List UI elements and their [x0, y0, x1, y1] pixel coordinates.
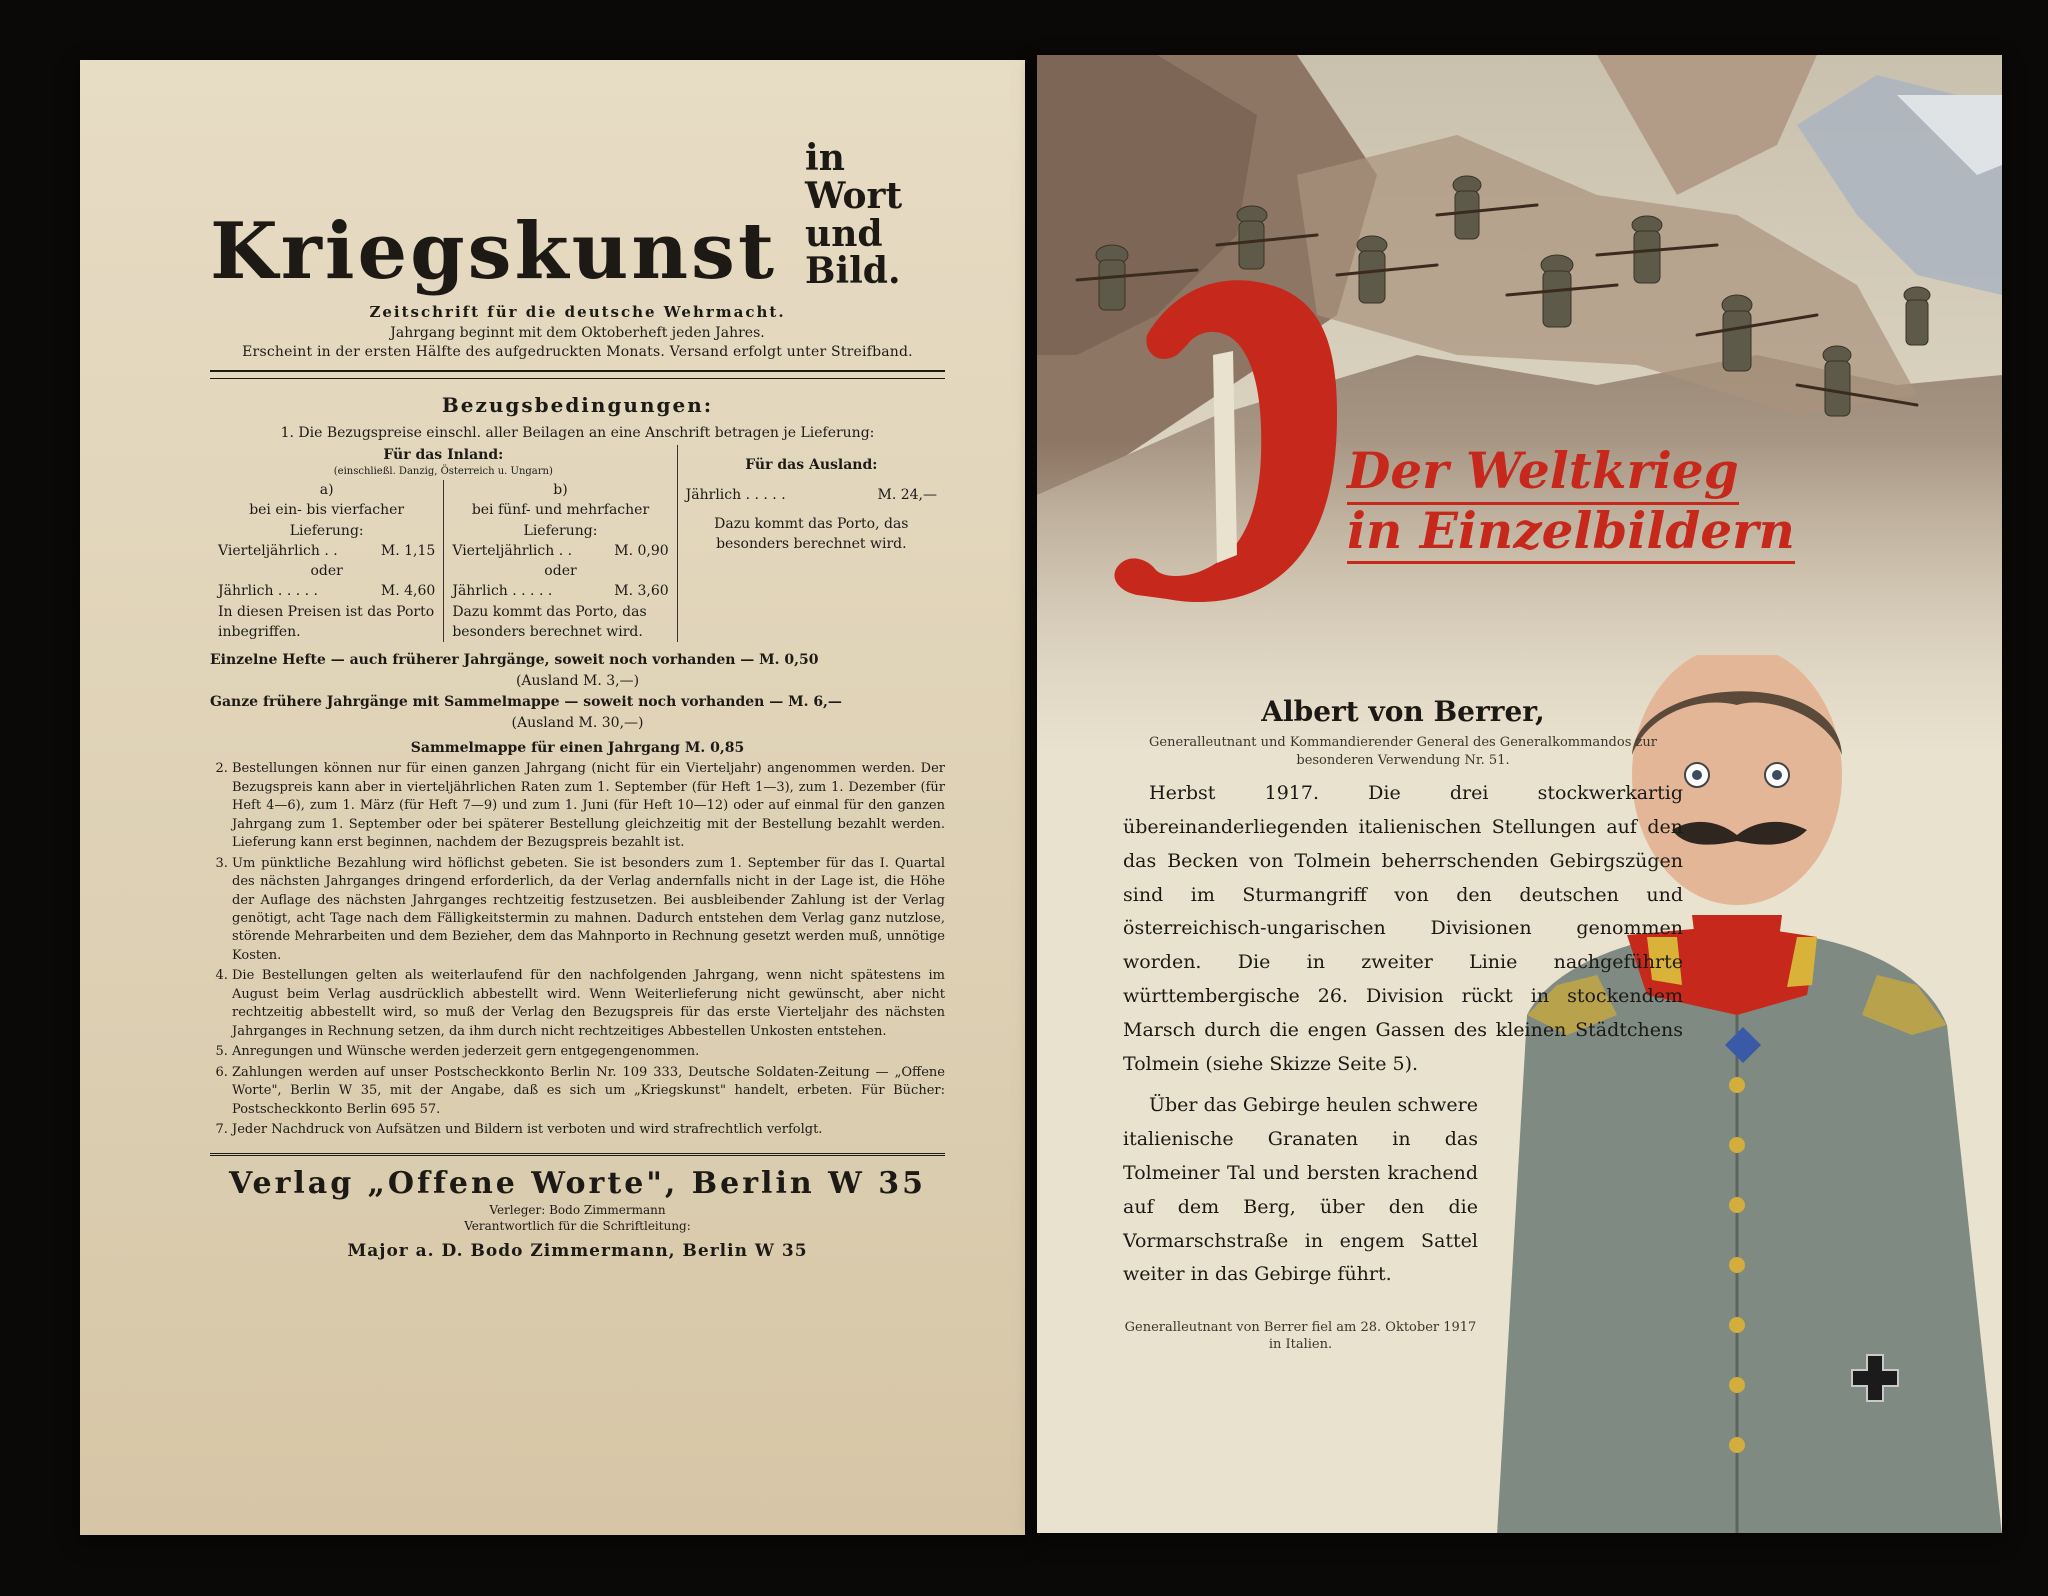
series-title [1347, 441, 1795, 564]
col-b-yearly-label: Jährlich . . . . . [452, 583, 553, 600]
extra-prices [210, 650, 945, 734]
col-a-line1: bei ein- bis vierfacher [249, 502, 405, 519]
price-col-a [210, 480, 443, 642]
masthead-title-small [805, 137, 945, 293]
publisher-block [210, 1153, 945, 1261]
inland-note: (einschließl. Danzig, Österreich u. Ungarn) [333, 466, 553, 478]
masthead-subtitle: Zeitschrift für die deutsche Wehrmacht. [369, 303, 786, 322]
col-b-quarterly-price: M. 0,90 [614, 542, 669, 559]
terms-rule: 7. Jeder Nachdruck von Aufsätzen und Bildern ist verboten und wird strafrechtlich verfolgt. [232, 1121, 945, 1139]
terms-intro: 1. Die Bezugspreise einschl. aller Beilagen an eine Anschrift betragen je Lieferung: [280, 425, 875, 442]
ausland-header: Für das Ausland: [745, 457, 878, 474]
terms-rule: 2. Bestellungen können nur für einen ganzen Jahrgang (nicht für ein Vierteljahr) angenommen werden. Der Bezugspreis kann aber in vierteljährlichen Raten zum 1. September (für Heft 1—3), zum 1. Dezember (für Heft 4—6), zum 1. März (für Heft 7—9) und zum 1. Juni (für Heft 10—12) oder auf einmal für den ganzen Jahrgang zum 1. September oder bei späterer Bestellung gleichzeitig mit der Bestellung bezahlt werden. Lieferung kann erst beginnen, nachdem der Bezugspreis bezahlt ist. [232, 760, 945, 852]
left-page [80, 60, 1025, 1535]
col-b-oder: oder [544, 563, 577, 580]
col-b-yearly-price: M. 3,60 [614, 583, 669, 600]
col-a-quarterly-row [218, 541, 435, 561]
col-a-yearly-label: Jährlich . . . . . [218, 583, 318, 600]
price-col-b [443, 480, 676, 642]
full-years-abroad: (Ausland M. 30,—) [511, 715, 644, 732]
col-b-line2: Lieferung: [523, 522, 598, 539]
col-a-oder: oder [310, 563, 343, 580]
battle-illustration [1037, 55, 2002, 755]
masthead-divider [210, 370, 945, 379]
single-issue-price: Einzelne Hefte — auch früherer Jahrgänge, soweit noch vorhanden — M. 0,50 [210, 652, 819, 669]
terms-rules [210, 760, 945, 1139]
ausland-yearly-price: M. 24,— [877, 487, 937, 504]
terms-rule: 6. Zahlungen werden auf unser Postscheckkonto Berlin Nr. 109 333, Deutsche Soldaten-Zeitung — „Offene Worte", Berlin W 35, mit der Angabe, daß es sich um „Kriegskunst" handelt, erbeten. Für Bücher: Postscheckkonto Berlin 695 57. [232, 1064, 945, 1119]
col-a-quarterly-price: M. 1,15 [380, 542, 436, 559]
article [1123, 695, 1683, 1354]
publisher-address: Major a. D. Bodo Zimmermann, Berlin W 35 [347, 1241, 808, 1262]
right-page [1037, 55, 2002, 1533]
col-a-line2: Lieferung: [289, 522, 364, 539]
article-paragraph-2: Über das Gebirge heulen schwere italienische Granaten in das Tolmeiner Tal und bersten krachend auf dem Berg, über den die Vormarschstraße in engem Sattel weiter in das Gebirge führt. [1123, 1094, 1478, 1286]
price-col-ausland [677, 445, 945, 642]
terms-heading: Bezugsbedingungen: [441, 393, 714, 418]
series-title-line1: Der Weltkrieg [1347, 445, 1739, 505]
masthead-line2: Erscheint in der ersten Hälfte des aufgedruckten Monats. Versand erfolgt unter Streifband. [242, 344, 913, 361]
article-rank: Generalleutnant und Kommandierender General des Generalkommandos zur besonderen Verwendung Nr. 51. [1149, 735, 1657, 768]
publisher-verleger: Verleger: Bodo Zimmermann [489, 1203, 666, 1218]
col-b-label: b) [553, 481, 568, 498]
col-a-quarterly-label: Vierteljährlich . . [218, 542, 338, 559]
col-b-yearly-row [452, 581, 668, 601]
masthead-small-line2: und Bild. [805, 212, 901, 293]
col-b-quarterly-row [452, 541, 668, 561]
publisher-name: Verlag „Offene Worte", Berlin W 35 [228, 1166, 926, 1202]
series-title-line2: in Einzelbildern [1347, 505, 1795, 565]
terms-rule: 5. Anregungen und Wünsche werden jederzeit gern entgegengenommen. [232, 1043, 945, 1061]
masthead-small-line1: in Wort [805, 137, 903, 217]
inland-header-cell [210, 445, 677, 480]
col-a-note: In diesen Preisen ist das Porto inbegriffen. [218, 603, 435, 641]
col-b-note: Dazu kommt das Porto, das besonders berechnet wird. [452, 603, 647, 641]
article-paragraph-1: Herbst 1917. Die drei stockwerkartig übereinanderliegenden italienischen Stellungen auf den das Becken von Tolmein beherrschenden Gebirgszügen sind im Sturmangriff von den deutschen und österreichisch-ungarischen Divisionen genommen worden. Die in zweiter Linie nachgeführte württembergische 26. Division rückt in stockendem Marsch durch die engen Gassen des kleinen Städtchens Tolmein (siehe Skizze Seite 5). [1123, 782, 1683, 1075]
masthead-line1: Jahrgang beginnt mit dem Oktoberheft jeden Jahres. [390, 325, 765, 342]
publisher-verantwortlich: Verantwortlich für die Schriftleitung: [464, 1219, 691, 1234]
col-b-quarterly-label: Vierteljährlich . . [452, 542, 573, 559]
ausland-yearly-label: Jährlich . . . . . [685, 487, 786, 504]
col-a-yearly-row [218, 581, 435, 601]
price-table [210, 445, 945, 642]
single-issue-abroad: (Ausland M. 3,—) [515, 673, 640, 690]
col-a-yearly-price: M. 4,60 [380, 583, 436, 600]
portrait-caption: Generalleutnant von Berrer fiel am 28. Oktober 1917 in Italien. [1124, 1320, 1477, 1353]
inland-header: Für das Inland: [383, 447, 504, 464]
terms-rule: 3. Um pünktliche Bezahlung wird höflichst gebeten. Sie ist besonders zum 1. September für das I. Quartal des nächsten Jahrganges dringend erforderlich, da der Verlag andernfalls nicht in der Lage ist, die Höhe der Auflage des nächsten Jahrganges rechtzeitig festzusetzen. Bei ausbleibender Zahlung ist der Verlag genötigt, acht Tage nach dem Fälligkeitstermin zu mahnen. Dadurch entstehen dem Verlag ganz nutzlose, störende Mehrarbeiten und dem Bezieher, dem das Mahnporto in Rechnung gesetzt werden muß, unnötige Kosten. [232, 855, 945, 966]
masthead [210, 137, 945, 298]
col-a-label: a) [319, 481, 334, 498]
terms-rule: 4. Die Bestellungen gelten als weiterlaufend für den nachfolgenden Jahrgang, wenn nicht spätestens im August beim Verlag ausdrücklich abbestellt wird. Wenn Weiterlieferung nicht gewünscht, aber nicht rechtzeitig abbestellt wird, so muß der Verlag den Bezugspreis für das erste Vierteljahr des nächsten Jahrganges in Rechnung setzen, da ihm durch nicht rechtzeitiges Abbestellen Unkosten entstehen. [232, 967, 945, 1041]
sammelmappe-price: Sammelmappe für einen Jahrgang M. 0,85 [410, 740, 745, 757]
ausland-yearly-row [686, 485, 937, 505]
full-years-price: Ganze frühere Jahrgänge mit Sammelmappe — soweit noch vorhanden — M. 6,— [210, 694, 842, 711]
article-name: Albert von Berrer, [1261, 695, 1545, 728]
col-b-line1: bei fünf- und mehrfacher [471, 502, 650, 519]
masthead-title: Kriegskunst [210, 206, 778, 298]
ausland-note: Dazu kommt das Porto, das besonders berechnet wird. [714, 515, 909, 553]
